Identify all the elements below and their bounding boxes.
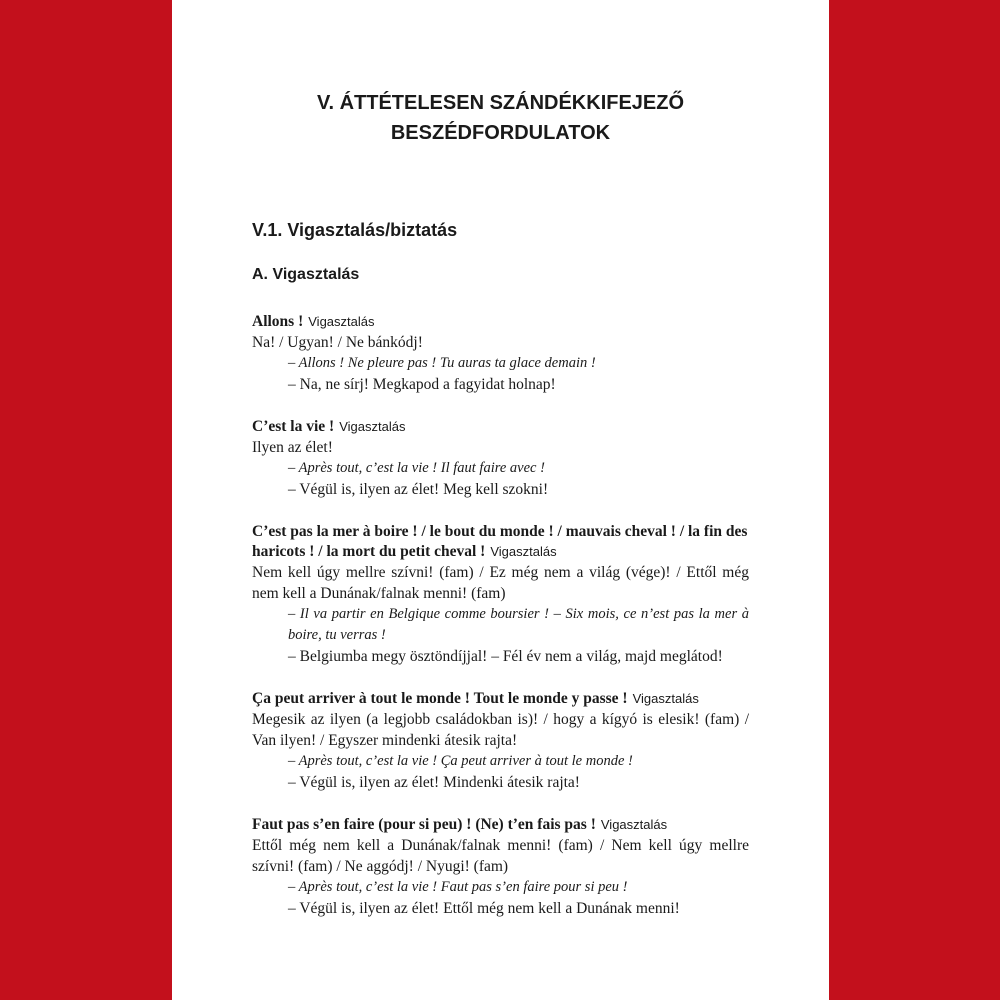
entry-meaning: Ettől még nem kell a Dunának/falnak menni! (fam) / Nem kell úgy mellre szívni! (fam) / Ne aggódj! / Nyugi! (fam) — [252, 837, 749, 875]
entry-example-hu: – Na, ne sírj! Megkapod a fagyidat holnap! — [288, 376, 556, 393]
entry-phrase: C’est pas la mer à boire ! / le bout du monde ! / mauvais cheval ! / la fin des haricots ! / la mort du petit cheval ! — [252, 523, 748, 560]
entry-head — [252, 417, 749, 437]
entry-head — [252, 522, 749, 562]
entry-tag: Vigasztalás — [339, 419, 406, 434]
entry-ca-peut-arriver — [252, 689, 749, 793]
entry-example-fr: – Après tout, c’est la vie ! Ça peut arriver à tout le monde ! — [288, 753, 633, 769]
entry-example-hu: – Belgiumba megy ösztöndíjjal! – Fél év nem a világ, majd meglátod! — [288, 648, 723, 665]
entry-meaning: Na! / Ugyan! / Ne bánkódj! — [252, 334, 423, 351]
chapter-title-line-1: V. ÁTTÉTELESEN SZÁNDÉKKIFEJEZŐ — [316, 92, 685, 114]
section-title: V.1. Vigasztalás/biztatás — [252, 220, 458, 240]
book-page — [172, 0, 829, 1000]
chapter-title — [252, 0, 749, 148]
entry-example-fr: – Après tout, c’est la vie ! Faut pas s’en faire pour si peu ! — [288, 879, 628, 895]
entry-example-fr: – Après tout, c’est la vie ! Il faut faire avec ! — [288, 460, 545, 476]
entry-tag: Vigasztalás — [308, 314, 375, 329]
entry-phrase: Ça peut arriver à tout le monde ! Tout le monde y passe ! — [252, 690, 628, 707]
entry-meaning: Nem kell úgy mellre szívni! (fam) / Ez még nem a világ (vége)! / Ettől még nem kell a Dunának/falnak menni! (fam) — [252, 564, 749, 602]
entry-phrase: Allons ! — [252, 313, 304, 330]
entry-example-fr: – Il va partir en Belgique comme boursier ! – Six mois, ce n’est pas la mer à boire, tu verras ! — [288, 606, 749, 643]
entry-phrase: C’est la vie ! — [252, 418, 335, 435]
entry-head — [252, 312, 749, 332]
entry-cest-la-vie — [252, 417, 749, 500]
entry-meaning: Ilyen az élet! — [252, 439, 333, 456]
entry-example-hu: – Végül is, ilyen az élet! Ettől még nem kell a Dunának menni! — [288, 900, 680, 917]
entry-tag: Vigasztalás — [632, 691, 699, 706]
chapter-title-line-2: BESZÉDFORDULATOK — [390, 122, 611, 144]
entry-allons — [252, 312, 749, 395]
entry-example-hu: – Végül is, ilyen az élet! Meg kell szokni! — [288, 481, 549, 498]
subsection-title: A. Vigasztalás — [252, 266, 360, 283]
entry-example-hu: – Végül is, ilyen az élet! Mindenki átesik rajta! — [288, 774, 580, 791]
entry-phrase: Faut pas s’en faire (pour si peu) ! (Ne) t’en fais pas ! — [252, 816, 596, 833]
entry-faut-pas-sen-faire — [252, 815, 749, 919]
entry-head — [252, 689, 749, 709]
entry-tag: Vigasztalás — [490, 544, 557, 559]
entry-example-fr: – Allons ! Ne pleure pas ! Tu auras ta glace demain ! — [288, 355, 596, 371]
entry-head — [252, 815, 749, 835]
entry-tag: Vigasztalás — [600, 817, 668, 832]
entry-cest-pas-la-mer — [252, 522, 749, 667]
entry-meaning: Megesik az ilyen (a legjobb családokban is)! / hogy a kígyó is elesik! (fam) / Van ilyen! / Egyszer mindenki átesik rajta! — [252, 711, 749, 749]
